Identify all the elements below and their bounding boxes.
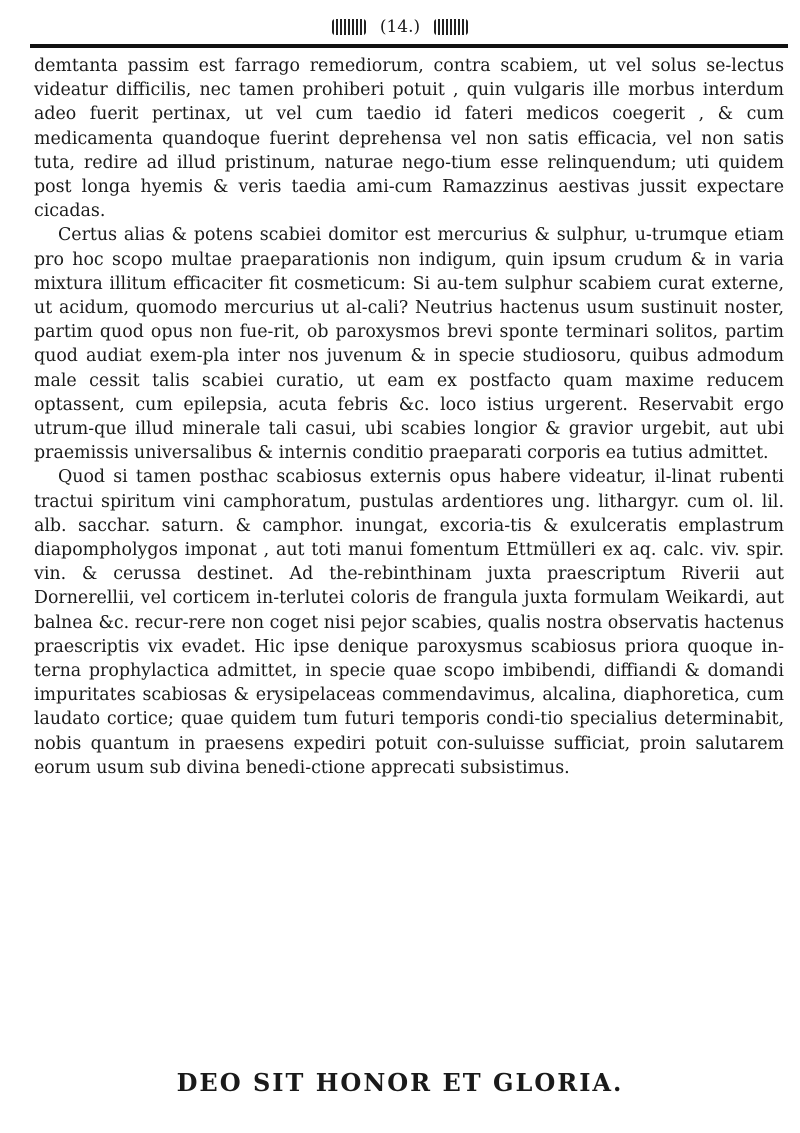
- body-text: [34, 54, 784, 780]
- page-number: (14.): [379, 17, 421, 37]
- paragraph-2: Certus alias & potens scabiei domitor est mercurius & sulphur, u-trumque etiam pro hoc scopo multae praeparationis non indigum, quin ipsum crudum & in varia mixtura illitum efficaciter fit cosmeticum: Si au-tem sulphur scabiem curat externe, ut acidum, quomodo mercurius ut al-cali? Neutrius hactenus usum sustinuit noster, partim quod opus non fue-rit, ob paroxysmos brevi sponte terminari solitos, partim quod audiat exem-pla inter nos juvenum & in specie studiosoru, quibus admodum male cessit talis scabiei curatio, ut eam ex postfacto quam maxime reducem optassent, cum epilepsia, acuta febris &c. loco istius urgerent. Reservabit ergo utrum-que illud minerale tali casui, ubi scabies longior & gravior urgebit, aut ubi praemissis universalibus & internis conditio praeparati corporis ea tutius admittet.: [34, 225, 784, 464]
- paragraph-1: demtanta passim est farrago remediorum, contra scabiem, ut vel solus se-lectus videatur difficilis, nec tamen prohiberi potuit , quin vulgaris ille morbus interdum adeo fuerit pertinax, ut vel cum taedio id fateri medicos coegerit , & cum medicamenta quandoque fuerint deprehensa vel non satis efficacia, vel non satis tuta, redire ad illud pristinum, naturae nego-tium esse relinquendum; uti quidem post longa hyemis & veris taedia ami-cum Ramazzinus aestivas jussit expectare cicadas.: [34, 56, 784, 222]
- ornament-left-icon: [332, 19, 366, 35]
- page-header: [0, 12, 800, 42]
- ornament-right-icon: [434, 19, 468, 35]
- closing-line: DEO SIT HONOR ET GLORIA.: [176, 1068, 624, 1097]
- paragraph-3: Quod si tamen posthac scabiosus externis opus habere videatur, il-linat rubenti tractui spiritum vini camphoratum, pustulas ardentiores ung. lithargyr. cum ol. lil. alb. sacchar. saturn. & camphor. inungat, excoria-tis & exulceratis emplastrum diapompholygos imponat , aut toti manui fomentum Ettmülleri ex aq. calc. viv. spir. vin. & cerussa destinet. Ad the-rebinthinam juxta praescriptum Riverii aut Dornerellii, vel corticem in-terlutei coloris de frangula juxta formulam Weikardi, aut balnea &c. recur-rere non coget nisi pejor scabies, qualis nostra observatis hactenus praescriptis vix evadet. Hic ipse denique paroxysmus scabiosus priora quoque in-terna prophylactica admittet, in specie quae scopo imbibendi, diffiandi & domandi impuritates scabiosas & erysipelaceas commendavimus, alcalina, diaphoretica, cum laudato cortice; quae quidem tum futuri temporis condi-tio specialius determinabit, nobis quantum in praesens expediri potuit con-suluisse sufficiat, proin salutarem eorum usum sub divina benedi-ctione apprecati subsistimus.: [34, 467, 784, 778]
- header-rule: [30, 44, 788, 48]
